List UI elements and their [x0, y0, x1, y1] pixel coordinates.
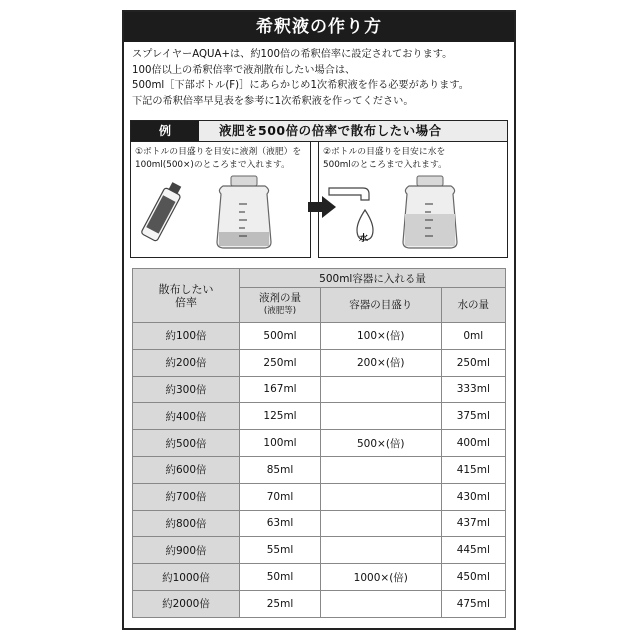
- water-cell: 450ml: [441, 564, 505, 591]
- scale-cell: 1000×(倍): [321, 564, 442, 591]
- liquid-fertilizer-bottle-icon: [139, 180, 189, 250]
- water-cell: 333ml: [441, 376, 505, 403]
- header-water: 水の量: [441, 288, 505, 323]
- liquid-cell: 500ml: [240, 323, 321, 350]
- dilution-table: [132, 268, 506, 618]
- example-tag: 例: [131, 121, 199, 141]
- intro-line: 下記の希釈倍率早見表を参考に1次希釈液を作ってください。: [132, 95, 414, 107]
- liquid-cell: 50ml: [240, 564, 321, 591]
- table-row: [133, 403, 506, 430]
- liquid-cell: 167ml: [240, 376, 321, 403]
- step-1-text: [135, 146, 301, 171]
- table-row: [133, 349, 506, 376]
- table-row: [133, 510, 506, 537]
- step-2-line: ②ボトルの目盛りを目安に水を: [323, 147, 446, 157]
- water-cell: 400ml: [441, 430, 505, 457]
- table-row: [133, 376, 506, 403]
- rate-cell: 約1000倍: [133, 564, 240, 591]
- step-2-panel: [318, 142, 508, 258]
- scale-cell: 500×(倍): [321, 430, 442, 457]
- water-cell: 437ml: [441, 510, 505, 537]
- rate-cell: 約900倍: [133, 537, 240, 564]
- header-rate-line: 倍率: [175, 295, 197, 309]
- scale-cell: 200×(倍): [321, 349, 442, 376]
- water-cell: 475ml: [441, 590, 505, 617]
- table-row: [133, 483, 506, 510]
- rate-cell: 約300倍: [133, 376, 240, 403]
- liquid-cell: 250ml: [240, 349, 321, 376]
- table-row: [133, 564, 506, 591]
- step-1-line: 100ml(500×)のところまで入れます。: [135, 159, 290, 170]
- water-drop-label: 水: [359, 234, 369, 244]
- intro-text: [124, 42, 514, 109]
- liquid-cell: 125ml: [240, 403, 321, 430]
- liquid-cell: 70ml: [240, 483, 321, 510]
- instruction-card: [122, 10, 516, 630]
- example-bar: [130, 120, 508, 142]
- measuring-bottle-icon: [209, 174, 279, 252]
- rate-cell: 約100倍: [133, 323, 240, 350]
- water-cell: 430ml: [441, 483, 505, 510]
- measuring-bottle-icon: [395, 174, 465, 252]
- rate-cell: 約200倍: [133, 349, 240, 376]
- water-cell: 415ml: [441, 456, 505, 483]
- table-body: [133, 323, 506, 618]
- water-cell: 445ml: [441, 537, 505, 564]
- step-2-line: 500mlのところまで入れます。: [323, 159, 447, 170]
- intro-line: スプレイヤーAQUA+は、約100倍の希釈倍率に設定されております。: [132, 49, 453, 60]
- water-cell: 0ml: [441, 323, 505, 350]
- water-cell: 375ml: [441, 403, 505, 430]
- scale-cell: 100×(倍): [321, 323, 442, 350]
- rate-cell: 約400倍: [133, 403, 240, 430]
- scale-cell: [321, 403, 442, 430]
- table-row: [133, 430, 506, 457]
- rate-cell: 約700倍: [133, 483, 240, 510]
- liquid-cell: 100ml: [240, 430, 321, 457]
- scale-cell: [321, 537, 442, 564]
- header-liquid-note: (液肥等): [263, 306, 297, 316]
- scale-cell: [321, 456, 442, 483]
- header-liquid: [240, 288, 321, 323]
- faucet-icon: [327, 182, 377, 252]
- scale-cell: [321, 590, 442, 617]
- table-row: [133, 590, 506, 617]
- scale-cell: [321, 376, 442, 403]
- header-rate: [133, 269, 240, 323]
- rate-cell: 約500倍: [133, 430, 240, 457]
- table-row: [133, 537, 506, 564]
- header-scale: 容器の目盛り: [321, 288, 442, 323]
- scale-cell: [321, 483, 442, 510]
- liquid-cell: 63ml: [240, 510, 321, 537]
- rate-cell: 約600倍: [133, 456, 240, 483]
- table-row: [133, 323, 506, 350]
- intro-line: 100倍以上の希釈倍率で液剤散布したい場合は、: [132, 64, 356, 76]
- header-group: 500ml容器に入れる量: [240, 269, 506, 288]
- rate-cell: 約2000倍: [133, 590, 240, 617]
- step-1-line: ①ボトルの目盛りを目安に液剤（液肥）を: [135, 147, 302, 157]
- liquid-cell: 85ml: [240, 456, 321, 483]
- header-liquid-label: 液剤の量: [259, 292, 301, 304]
- liquid-cell: 25ml: [240, 590, 321, 617]
- water-cell: 250ml: [441, 349, 505, 376]
- step-2-text: [323, 146, 447, 171]
- card-title: 希釈液の作り方: [124, 12, 514, 42]
- liquid-cell: 55ml: [240, 537, 321, 564]
- intro-line: 500ml［下部ボトル(F)］にあらかじめ1次希釈液を作る必要があります。: [132, 80, 469, 91]
- table-row: [133, 456, 506, 483]
- example-text: 液肥を500倍の倍率で散布したい場合: [219, 123, 442, 138]
- step-1-panel: [130, 142, 311, 258]
- scale-cell: [321, 510, 442, 537]
- rate-cell: 約800倍: [133, 510, 240, 537]
- header-rate-line: 散布したい: [158, 282, 214, 296]
